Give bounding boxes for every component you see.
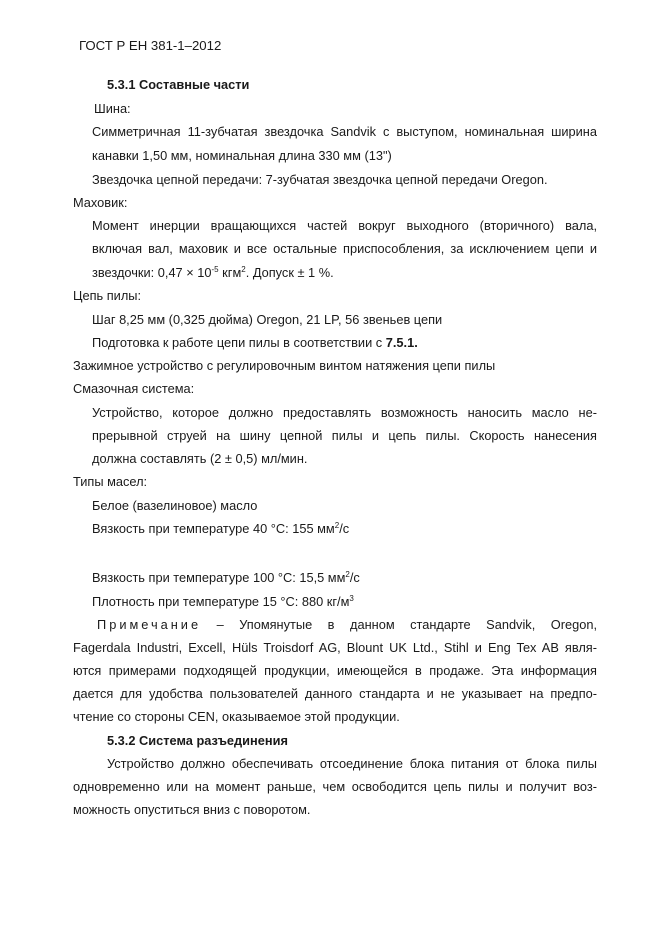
- document-header: ГОСТ Р ЕН 381-1–2012: [79, 38, 222, 53]
- viscosity-40: Вязкость при температуре 40 °С: 155 $мм^2/с$: [92, 521, 350, 536]
- note-line-1: Примечание – Упомянутые в данном стандарте Sandvik, Oregon,: [97, 617, 597, 632]
- oil-name: Белое (вазелиновое) масло: [92, 498, 258, 513]
- note-line-3: ются примерами подходящей продукции, имеющейся в продаже. Эта информация: [73, 663, 597, 678]
- flywheel-label: Маховик:: [73, 195, 128, 210]
- guide-bar-line-2: канавки 1,50 мм, номинальная длина 330 мм (13"): [92, 148, 392, 163]
- viscosity-100: Вязкость при температуре 100 °С: 15,5 $мм^2/с$: [92, 570, 360, 585]
- note-line-2: Fagerdala Industri, Excell, Hüls Troisdorf AG, Blount UK Ltd., Stihl и Eng Tex AB явля-: [73, 640, 597, 655]
- saw-chain-label: Цепь пилы:: [73, 288, 142, 303]
- note-line-4: дается для удобства пользователей данного стандарта и не указывает на предпо-: [73, 686, 597, 701]
- note-label: Примечание: [97, 617, 202, 632]
- guide-bar-label: Шина:: [94, 101, 131, 116]
- disconnect-line-1: Устройство должно обеспечивать отсоединение блока питания от блока пилы: [107, 756, 597, 771]
- guide-bar-line-1: Симметричная 11-зубчатая звездочка Sandvik с выступом, номинальная ширина: [92, 124, 597, 139]
- note-line-5: чтение со стороны CEN, оказываемое этой продукции.: [73, 709, 400, 724]
- lubrication-line-1: Устройство, которое должно предоставлять возможность наносить масло не-: [92, 405, 597, 420]
- lubrication-line-3: должна составлять (2 ± 0,5) мл/мин.: [92, 451, 308, 466]
- lubrication-label: Смазочная система:: [73, 381, 195, 396]
- flywheel-line-2: включая вал, маховик и все остальные приспособления, за исключением цепи и: [92, 241, 597, 256]
- oil-types-label: Типы масел:: [73, 474, 148, 489]
- clause-reference: 7.5.1.: [385, 335, 418, 350]
- lubrication-line-2: прерывной струей на шину цепной пилы и цепь пилы. Скорость нанесения: [92, 428, 597, 443]
- flywheel-line-1: Момент инерции вращающихся частей вокруг выходного (вторичного) вала,: [92, 218, 597, 233]
- density-15: Плотность при температуре 15 °С: 880 $кг/м^3$: [92, 594, 354, 609]
- flywheel-line-3: звездочки: $0,47 \times 10^{-5}$ кгм$^2$. Допуск ± 1 %.: [92, 265, 334, 280]
- section-5-3-2-heading: 5.3.2 Система разъединения: [107, 733, 288, 748]
- sprocket-line: Звездочка цепной передачи: 7-зубчатая звездочка цепной передачи Oregon.: [92, 172, 548, 187]
- section-5-3-1-heading: 5.3.1 Составные части: [107, 77, 250, 92]
- disconnect-line-3: можность опуститься вниз с поворотом.: [73, 802, 311, 817]
- saw-chain-line-2: Подготовка к работе цепи пилы в соответствии с 7.5.1.: [92, 335, 418, 350]
- clamp-line: Зажимное устройство с регулировочным винтом натяжения цепи пилы: [73, 358, 496, 373]
- saw-chain-line-1: Шаг 8,25 мм (0,325 дюйма) Oregon, 21 LP, 56 звеньев цепи: [92, 312, 443, 327]
- disconnect-line-2: одновременно или на момент раньше, чем освободится цепь пилы и получит воз-: [73, 779, 597, 794]
